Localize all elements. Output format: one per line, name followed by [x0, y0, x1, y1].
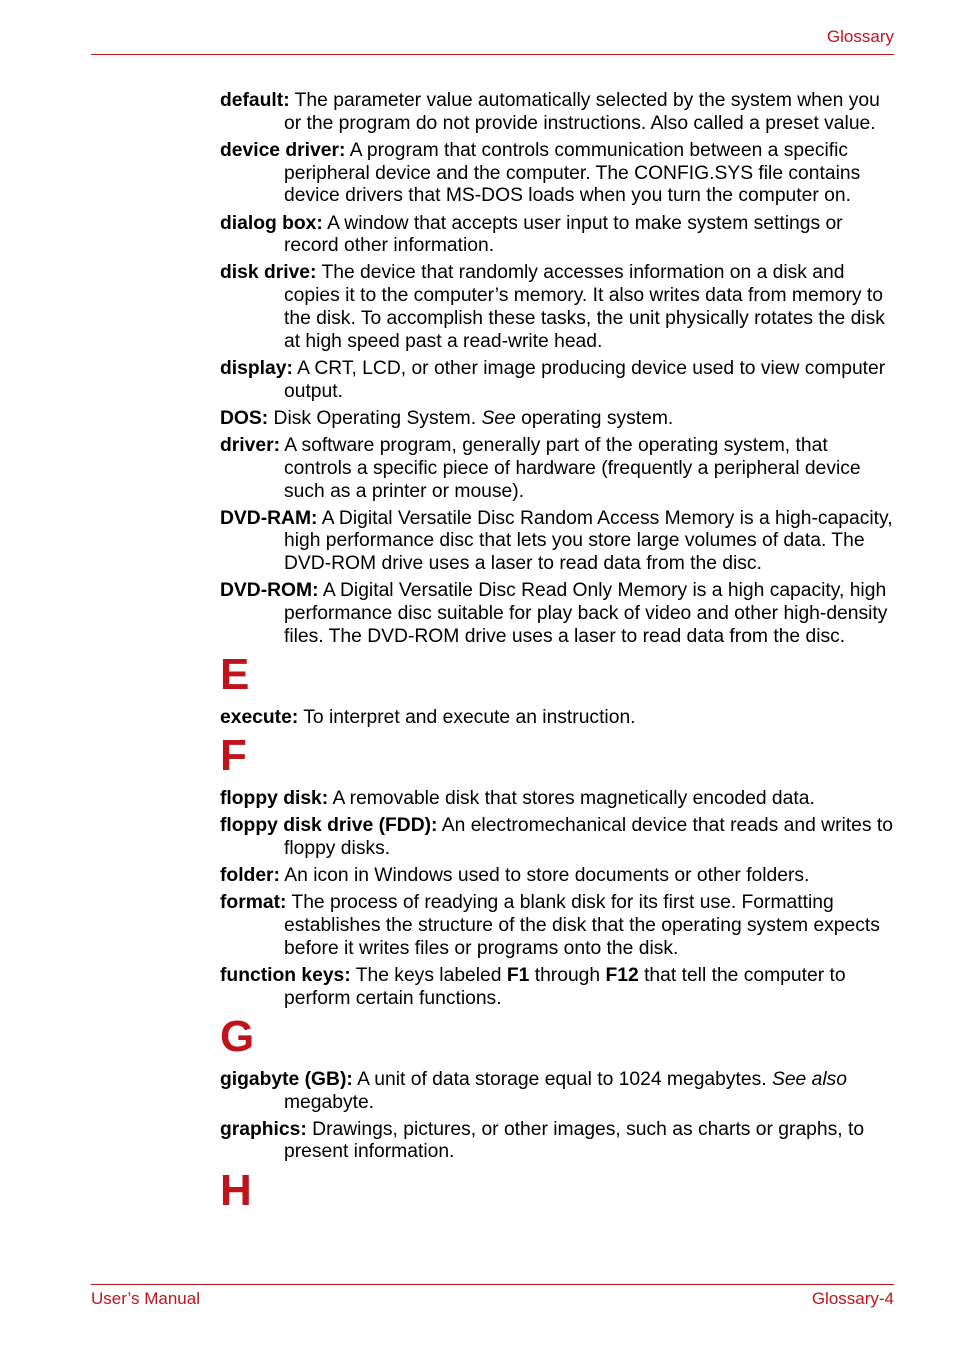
glossary-definition: that tell the computer to perform certain functions.: [284, 964, 846, 1009]
glossary-entry: [220, 815, 895, 861]
glossary-definition: The process of readying a blank disk for its first use. Formatting establishes the structure of the disk that the operating system expects before it writes files or programs onto the disk.: [284, 892, 880, 959]
footer-page-number: Glossary-4: [811, 1289, 894, 1308]
glossary-term: DOS:: [220, 407, 269, 429]
key-label: F12: [605, 964, 639, 986]
glossary-entry: [220, 580, 895, 648]
glossary-entry: [220, 965, 895, 1011]
see-reference: See also: [771, 1068, 848, 1090]
glossary-entry: [220, 213, 895, 259]
glossary-entry: [220, 140, 895, 208]
glossary-entry: [220, 788, 895, 811]
glossary-term: function keys:: [220, 964, 351, 986]
glossary-definition: Drawings, pictures, or other images, such as charts or graphs, to present information.: [284, 1118, 865, 1163]
section-letter-h: H: [220, 1165, 252, 1215]
glossary-term: floppy disk drive (FDD):: [220, 815, 438, 837]
glossary-definition: An icon in Windows used to store documents or other folders.: [279, 865, 810, 887]
section-letter-g: G: [220, 1011, 255, 1061]
glossary-definition: A Digital Versatile Disc Read Only Memory is a high capacity, high performance disc suitable for play back of video and other high-density files. The DVD-ROM drive uses a laser to read data from the disc.: [284, 580, 888, 647]
glossary-definition: A removable disk that stores magnetically encoded data.: [328, 788, 815, 810]
glossary-entry: [220, 1069, 895, 1115]
glossary-definition: The keys labeled: [350, 964, 507, 986]
glossary-definition: A software program, generally part of the operating system, that controls a specific piece of hardware (frequently a peripheral device such as a printer or mouse).: [280, 434, 861, 502]
glossary-entry: [220, 508, 895, 576]
glossary-definition: A program that controls communication between a specific peripheral device and the computer. The CONFIG.SYS file contains device drivers that MS-DOS loads when you turn the computer on.: [284, 139, 861, 207]
glossary-definition: A CRT, LCD, or other image producing device used to view computer output.: [284, 357, 886, 402]
glossary-term: default:: [220, 90, 290, 111]
glossary-term: DVD-RAM:: [220, 507, 318, 529]
glossary-term: folder:: [220, 865, 280, 887]
key-label: F1: [506, 964, 530, 986]
glossary-entry: [220, 892, 895, 960]
glossary-definition: A unit of data storage equal to 1024 megabytes.: [352, 1068, 772, 1090]
glossary-entry: [220, 408, 895, 431]
glossary-entry: [220, 435, 895, 503]
glossary-term: graphics:: [220, 1118, 307, 1140]
glossary-term: gigabyte (GB):: [220, 1068, 353, 1090]
see-reference: See: [481, 407, 516, 429]
glossary-definition: operating system.: [515, 407, 674, 429]
glossary-entry: [220, 865, 895, 888]
glossary-term: execute:: [220, 707, 299, 728]
header-title: Glossary: [826, 27, 894, 46]
glossary-term: driver:: [220, 434, 281, 456]
footer-rule: [91, 1284, 894, 1285]
glossary-term: floppy disk:: [220, 788, 329, 810]
glossary-definition: through: [529, 964, 606, 986]
glossary-definition: A Digital Versatile Disc Random Access Memory is a high-capacity, high performance disc that lets you store large volumes of data. The DVD-ROM drive uses a laser to read data from the disc.: [284, 507, 893, 575]
glossary-entry: [220, 707, 895, 730]
section-letter-e: E: [220, 650, 250, 699]
glossary-definition: To interpret and execute an instruction.: [298, 707, 636, 728]
glossary-term: dialog box:: [220, 212, 323, 234]
glossary-entry: [220, 1119, 895, 1165]
section-letter-f: F: [220, 731, 247, 781]
glossary-definition: A window that accepts user input to make system settings or record other information.: [284, 212, 843, 257]
glossary-term: device driver:: [220, 139, 346, 161]
glossary-definition: Disk Operating System.: [268, 407, 482, 429]
footer-manual-title: User’s Manual: [91, 1289, 200, 1308]
glossary-entry: [220, 90, 895, 136]
glossary-definition: The parameter value automatically selected by the system when you or the program do not provide instructions. Also called a preset value.: [284, 90, 880, 134]
glossary-term: display:: [220, 357, 293, 379]
glossary-content: [220, 90, 895, 1223]
glossary-entry: [220, 262, 895, 353]
glossary-definition: An electromechanical device that reads and writes to floppy disks.: [284, 815, 893, 859]
glossary-definition: megabyte.: [284, 1091, 375, 1113]
glossary-definition: The device that randomly accesses information on a disk and copies it to the computer’s memory. It also writes data from memory to the disk. To accomplish these tasks, the unit physically rotates the disk at high speed past a read-write head.: [284, 262, 885, 352]
header-rule: [91, 54, 894, 55]
glossary-term: DVD-ROM:: [220, 580, 319, 602]
glossary-term: format:: [220, 892, 287, 914]
glossary-entry: [220, 358, 895, 404]
glossary-term: disk drive:: [220, 262, 317, 284]
